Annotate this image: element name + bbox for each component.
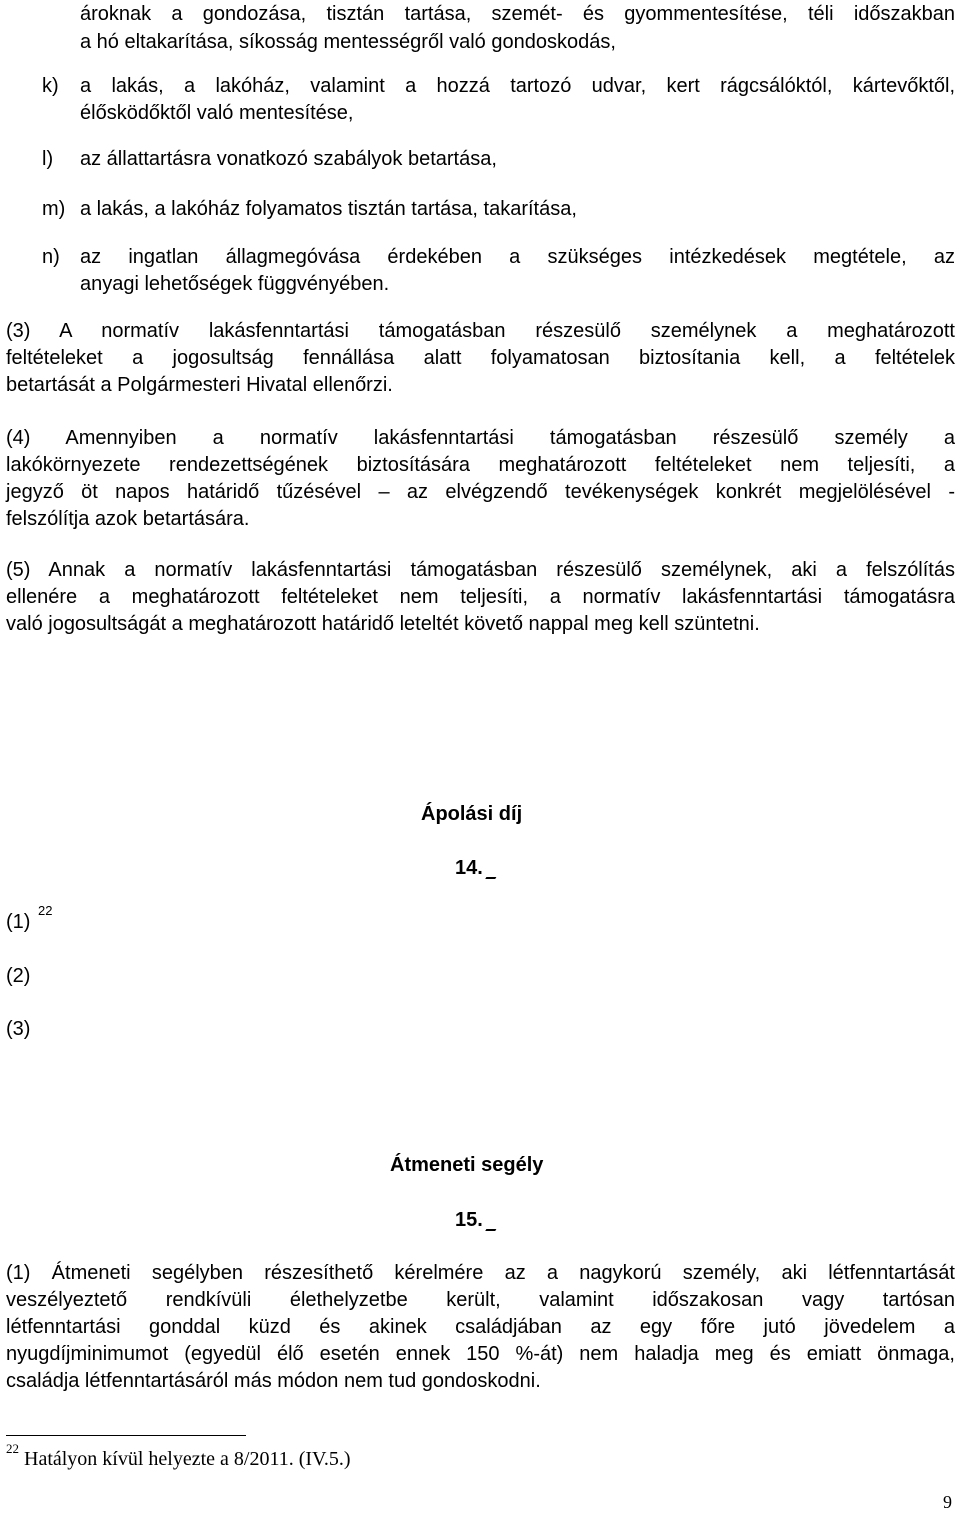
section-14-title: Ápolási díj [421,803,523,825]
paragraph-4-line: (4) Amennyiben a normatív lakásfenntartási támogatásban részesülő személy a [6,427,955,449]
section-15-line: veszélyeztető rendkívüli élethelyzetbe került, valamint időszakosan vagy tartósan [6,1289,955,1311]
section-15-line: (1) Átmeneti segélyben részesíthető kérelmére az a nagykorú személy, aki létfenntartását [6,1262,955,1284]
paragraph-5-line: (5) Annak a normatív lakásfenntartási támogatásban részesülő személynek, aki a felszólítás [6,559,955,581]
section-14-item: (3) [6,1018,31,1040]
list-marker: n) [42,246,60,268]
footnote-separator [6,1435,246,1436]
section-15-line: nyugdíjminimumot (egyedül élő esetén ennek 150 %-át) nem haladja meg és emiatt önmaga, [6,1343,955,1365]
continuation-line: ároknak a gondozása, tisztán tartása, szemét- és gyommentesítése, téli időszakban [80,3,955,25]
footnote-reference: 22 [38,903,53,918]
section-15-title: Átmeneti segély [390,1154,544,1176]
list-item: az ingatlan állagmegóvása érdekében a szükséges intézkedések megtétele, az [80,246,955,268]
section-15-line: családja létfenntartásáról más módon nem tud gondoskodni. [6,1370,541,1392]
list-marker: k) [42,75,59,97]
section-15-line: létfenntartási gonddal küzd és akinek családjában az egy főre jutó jövedelem a [6,1316,955,1338]
paragraph-4-line: jegyző öt napos határidő tűzésével – az elvégzendő tevékenységek konkrét megjelölésével - [6,481,955,503]
paragraph-3-line: betartását a Polgármesteri Hivatal ellenőrzi. [6,374,393,396]
list-item: élősködőktől való mentesítése, [80,102,354,124]
paragraph-4-line: felszólítja azok betartására. [6,508,250,530]
section-14-item: (1) [6,911,31,933]
list-marker: m) [42,198,66,220]
list-item: a lakás, a lakóház, valamint a hozzá tartozó udvar, kert rágcsálóktól, kártevőktől, [80,75,955,97]
footnote-number: 22 [6,1441,19,1456]
list-marker: l) [42,148,54,170]
section-14-item: (2) [6,965,31,987]
list-item: anyagi lehetőségek függvényében. [80,273,390,295]
list-item: a lakás, a lakóház folyamatos tisztán tartása, takarítása, [80,198,577,220]
section-sign-icon [491,1209,500,1231]
section-15-number: 15. [455,1207,500,1233]
continuation-line: a hó eltakarítása, síkosság mentességről való gondoskodás, [80,31,616,53]
page-number: 9 [943,1492,952,1512]
paragraph-5-line: való jogosultságát a meghatározott határidő leteltét követő nappal meg kell szüntetni. [6,613,760,635]
footnote-text: Hatályon kívül helyezte a 8/2011. (IV.5.) [24,1448,351,1470]
paragraph-3-line: feltételeket a jogosultság fennállása alatt folyamatosan biztosítania kell, a feltételek [6,347,955,369]
section-sign-icon [491,857,500,879]
paragraph-5-line: ellenére a meghatározott feltételeket nem teljesíti, a normatív lakásfenntartási támogatásra [6,586,955,608]
list-item: az állattartásra vonatkozó szabályok betartása, [80,148,497,170]
section-14-number: 14. [455,855,500,881]
paragraph-4-line: lakókörnyezete rendezettségének biztosítására meghatározott feltételeket nem teljesíti, a [6,454,955,476]
paragraph-3-line: (3) A normatív lakásfenntartási támogatásban részesülő személynek a meghatározott [6,320,955,342]
